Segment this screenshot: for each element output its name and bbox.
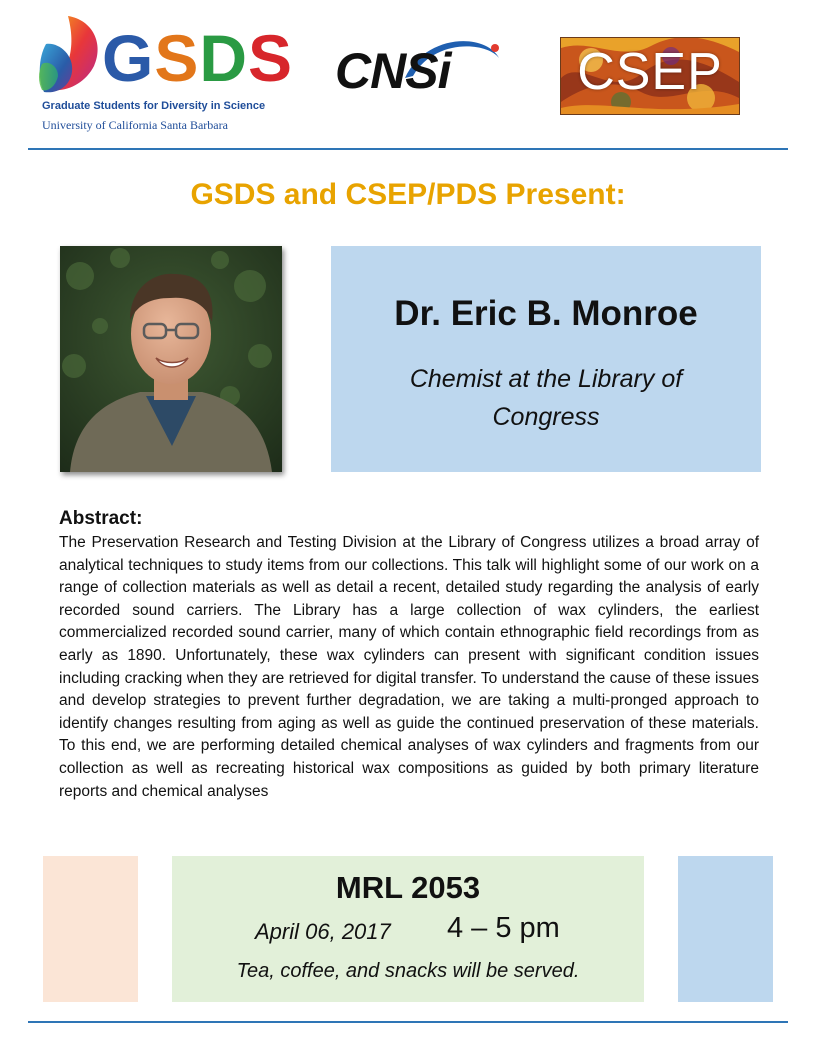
speaker-title: Chemist at the Library of Congress: [409, 365, 683, 431]
refreshments-note: Tea, coffee, and snacks will be served.: [236, 960, 580, 982]
cnsi-logo: [335, 38, 505, 108]
gsds-letter: S: [248, 21, 294, 95]
cnsi-wordmark: CNSi: [335, 43, 451, 99]
csep-wordmark: CSEP: [577, 43, 723, 101]
footer-divider: [28, 1021, 788, 1023]
gsds-flame-icon: [38, 14, 106, 94]
speaker-photo: [60, 246, 282, 472]
abstract-text: The Preservation Research and Testing Division at the Library of Congress utilizes a broad array of analytical techniques to study items from our collections. This talk will highlight some of our work on a range of collection materials as well as detail a recent, detailed study regarding the analysis of early recorded sound carriers. The Library has a large collection of wax cylinders, the earliest commercialized recorded sound carrier, many of which contain ethnographic field recordings from as early as 1890. Unfortunately, these wax cylinders can present with significant condition issues including cracking when they are retrieved for digital transfer. To understand the cause of these issues and develop strategies to prevent further degradation, we are taking a multi-pronged approach to identify changes resulting from aging as well as guide the continued preservation of these materials. To this end, we are performing detailed chemical analyses of wax cylinders and fragments from our collection as well as recreating historical wax compositions as guided by both primary literature reports and chemical analyses: [59, 534, 759, 800]
gsds-letter: S: [154, 21, 200, 95]
speaker-info-box: [331, 246, 761, 472]
presenters-headline: GSDS and CSEP/PDS Present:: [190, 178, 626, 211]
event-time: 4 – 5 pm: [447, 912, 560, 944]
gsds-letter: D: [199, 21, 249, 95]
abstract-heading: Abstract:: [59, 508, 143, 529]
decorative-box-left: [43, 856, 138, 1002]
header-divider: [28, 148, 788, 150]
decorative-box-right: [678, 856, 773, 1002]
speaker-name: Dr. Eric B. Monroe: [394, 294, 698, 333]
event-room: MRL 2053: [335, 870, 481, 905]
csep-logo: [560, 37, 740, 115]
gsds-letter: G: [102, 21, 155, 95]
university-name: University of California Santa Barbara: [42, 118, 228, 132]
speaker-portrait-image: [60, 246, 282, 472]
event-details-box: [172, 856, 644, 1002]
event-date: April 06, 2017: [255, 919, 391, 944]
gsds-logo: [38, 14, 294, 134]
gsds-wordmark: [102, 22, 293, 94]
gsds-tagline: Graduate Students for Diversity in Science: [42, 100, 266, 112]
